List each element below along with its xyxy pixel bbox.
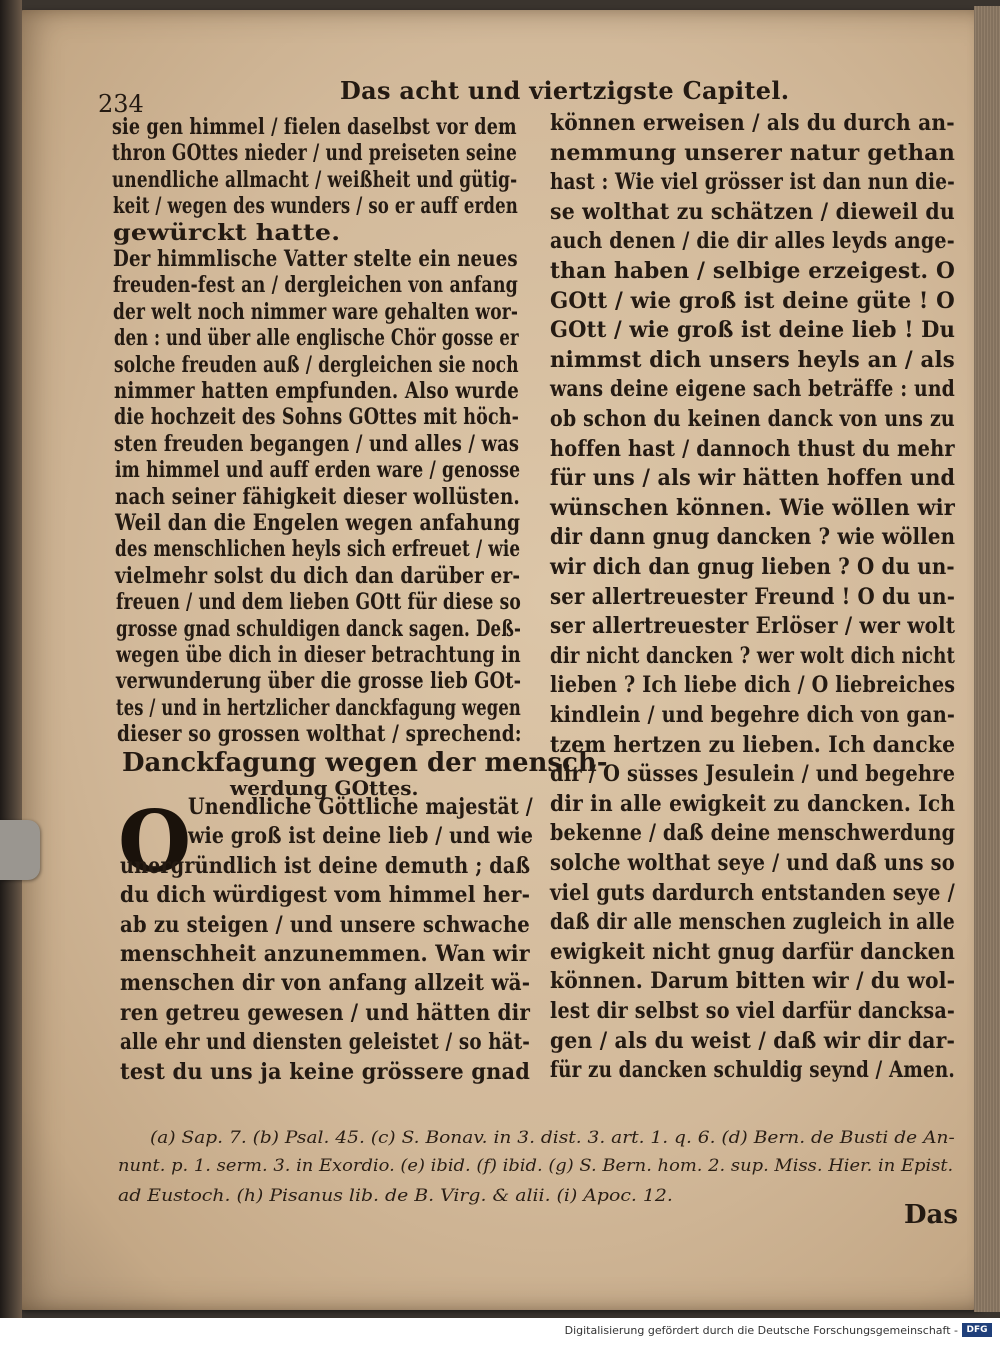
digitization-credit: Digitalisierung gefördert durch die Deutsche Forschungsgemeinschaft - [564,1324,958,1337]
text-line: die hochzeit des Sohns GOttes mit höch- [114,404,520,431]
text-line: bekenne / daß deine menschwerdung [550,820,956,847]
prayer-line: alle ehr und diensten geleistet / so hät- [120,1029,531,1056]
text-line: unendliche allmacht / weißheit und gütig- [112,166,518,193]
text-line: nach seiner fähigkeit dieser wollüsten. [114,483,520,510]
text-line: dieser so grossen wolthat / sprechend: [116,721,522,748]
page-edges [974,6,1000,1312]
text-line: nimmer hatten empfunden. Also wurde [114,378,519,404]
text-line: grosse gnad schuldigen danck sagen. Deß- [115,615,521,642]
text-line: den : und über alle englische Chör gosse er [113,325,519,352]
text-line: im himmel und auff erden ware / genosse [114,457,520,484]
text-line: ob schon du keinen danck von uns zu [550,406,955,432]
text-line: wir dich dan gnug lieben ? O du un- [550,554,955,580]
text-line: daß dir alle menschen zugleich in alle [550,909,955,936]
prayer-line: ren getreu gewesen / und hätten dir [120,999,531,1026]
text-line: ser allertreuester Erlöser / wer wolt [550,613,956,640]
text-line: tes / und in hertzlicher danckfagung wegen [116,694,522,721]
text-line: für zu dancken schuldig seynd / Amen. [550,1057,955,1084]
text-line: auch denen / die dir alles leyds ange- [550,228,955,255]
prayer-line: menschen dir von anfang allzeit wä- [120,970,531,997]
footnote-line: nunt. p. 1. serm. 3. in Exordio. (e) ibid. (f) ibid. (g) S. Bern. hom. 2. sup. Miss. Hier. in Epist. [118,1156,954,1176]
text-line: dir in alle ewigkeit zu dancken. Ich [550,790,956,817]
text-line: freuden-fest an / dergleichen von anfang [113,272,519,299]
text-line: kindlein / und begehre dich von gan- [550,702,956,728]
footnote-line: (a) Sap. 7. (b) Psal. 45. (c) S. Bonav. in 3. dist. 3. art. 1. q. 6. (d) Bern. de Busti de An- [150,1128,955,1148]
section-heading: Danckfagung wegen der mensch- [122,748,608,778]
prayer-line: menschheit anzunemmen. Wan wir [120,941,530,967]
text-line: gewürckt hatte. [112,219,341,246]
text-line: se wolthat zu schätzen / dieweil du [550,198,955,225]
text-line: der welt noch nimmer ware gehalten wor- [113,298,519,325]
text-line: nimmst dich unsers heyls an / als [550,346,955,373]
running-head: Das acht und viertzigste Capitel. [340,76,790,105]
bookmark-tab [0,820,40,880]
text-line: than haben / selbige erzeigest. O [550,258,956,284]
prayer-line: wie groß ist deine lieb / und wie [188,823,534,850]
catchword: Das [904,1200,959,1230]
text-line: keit / wegen des wunders / so er auff erden [112,193,518,220]
text-line: Der himmlische Vatter stelte ein neues [113,246,518,272]
text-line: tzem hertzen zu lieben. Ich dancke [550,731,956,758]
text-line: wegen übe dich in dieser betrachtung in [116,642,521,668]
text-line: des menschlichen heyls sich erfreuet / wie [115,536,521,563]
section-heading-continued: werdung GOttes. [230,776,419,800]
text-line: können erweisen / als du durch an- [550,110,955,136]
text-line: nemmung unserer natur gethan [550,139,956,166]
text-line: freuen / und dem lieben GOtt für diese so [115,589,521,616]
dfg-logo: DFG [962,1323,992,1337]
drop-capital: O [118,792,192,891]
text-line: Weil dan die Engelen wegen anfahung [115,510,521,536]
text-line: für uns / als wir hätten hoffen und [550,465,956,492]
text-line: dir dann gnug dancken ? wie wöllen [550,524,956,551]
text-line: dir / O süsses Jesulein / und begehre [550,761,956,788]
text-line: vielmehr solst du dich dan darüber er- [115,562,521,589]
text-line: solche wolthat seye / und daß uns so [550,850,955,876]
text-line: ewigkeit nicht gnug darfür dancken [550,938,956,965]
text-line: sie gen himmel / fielen daselbst vor dem [112,114,517,140]
page-number: 234 [98,90,144,118]
text-line: lest dir selbst so viel darfür dancksa- [550,998,956,1024]
prayer-line: Unendliche Göttliche majestät / [188,794,533,820]
prayer-line: ab zu steigen / und unsere schwache [120,911,530,938]
text-line: GOtt / wie groß ist deine lieb ! Du [550,317,956,344]
text-line: verwunderung über die grosse lieb GOt- [116,668,522,695]
book-spine [0,0,22,1318]
text-line: viel guts dardurch entstanden seye / [550,879,955,906]
text-line: solche freuden auß / dergleichen sie noch [113,351,519,378]
footnote-line: ad Eustoch. (h) Pisanus lib. de B. Virg. & alii. (i) Apoc. 12. [118,1186,673,1206]
text-line: GOtt / wie groß ist deine güte ! O [550,287,955,314]
text-line: wünschen können. Wie wöllen wir [550,494,956,521]
text-line: sten freuden begangen / und alles / was [114,430,520,457]
text-line: wans deine eigene sach beträffe : und [550,376,955,403]
text-line: dir nicht dancken ? wer wolt dich nicht [550,642,955,669]
text-line: ser allertreuester Freund ! O du un- [550,583,956,610]
text-line: gen / als du weist / daß wir dir dar- [550,1027,956,1054]
text-line: hast : Wie viel grösser ist dan nun die- [550,169,955,196]
text-line: hoffen hast / dannoch thust du mehr [550,435,955,462]
text-line: können. Darum bitten wir / du wol- [550,968,956,995]
text-line: lieben ? Ich liebe dich / O liebreiches [550,672,956,699]
text-line: thron GOttes nieder / und preiseten seine [112,140,518,167]
prayer-line: du dich würdigest vom himmel her- [120,882,531,909]
prayer-line: unergründlich ist deine demuth ; daß [120,852,531,879]
prayer-line: test du uns ja keine grössere gnad [120,1058,531,1085]
